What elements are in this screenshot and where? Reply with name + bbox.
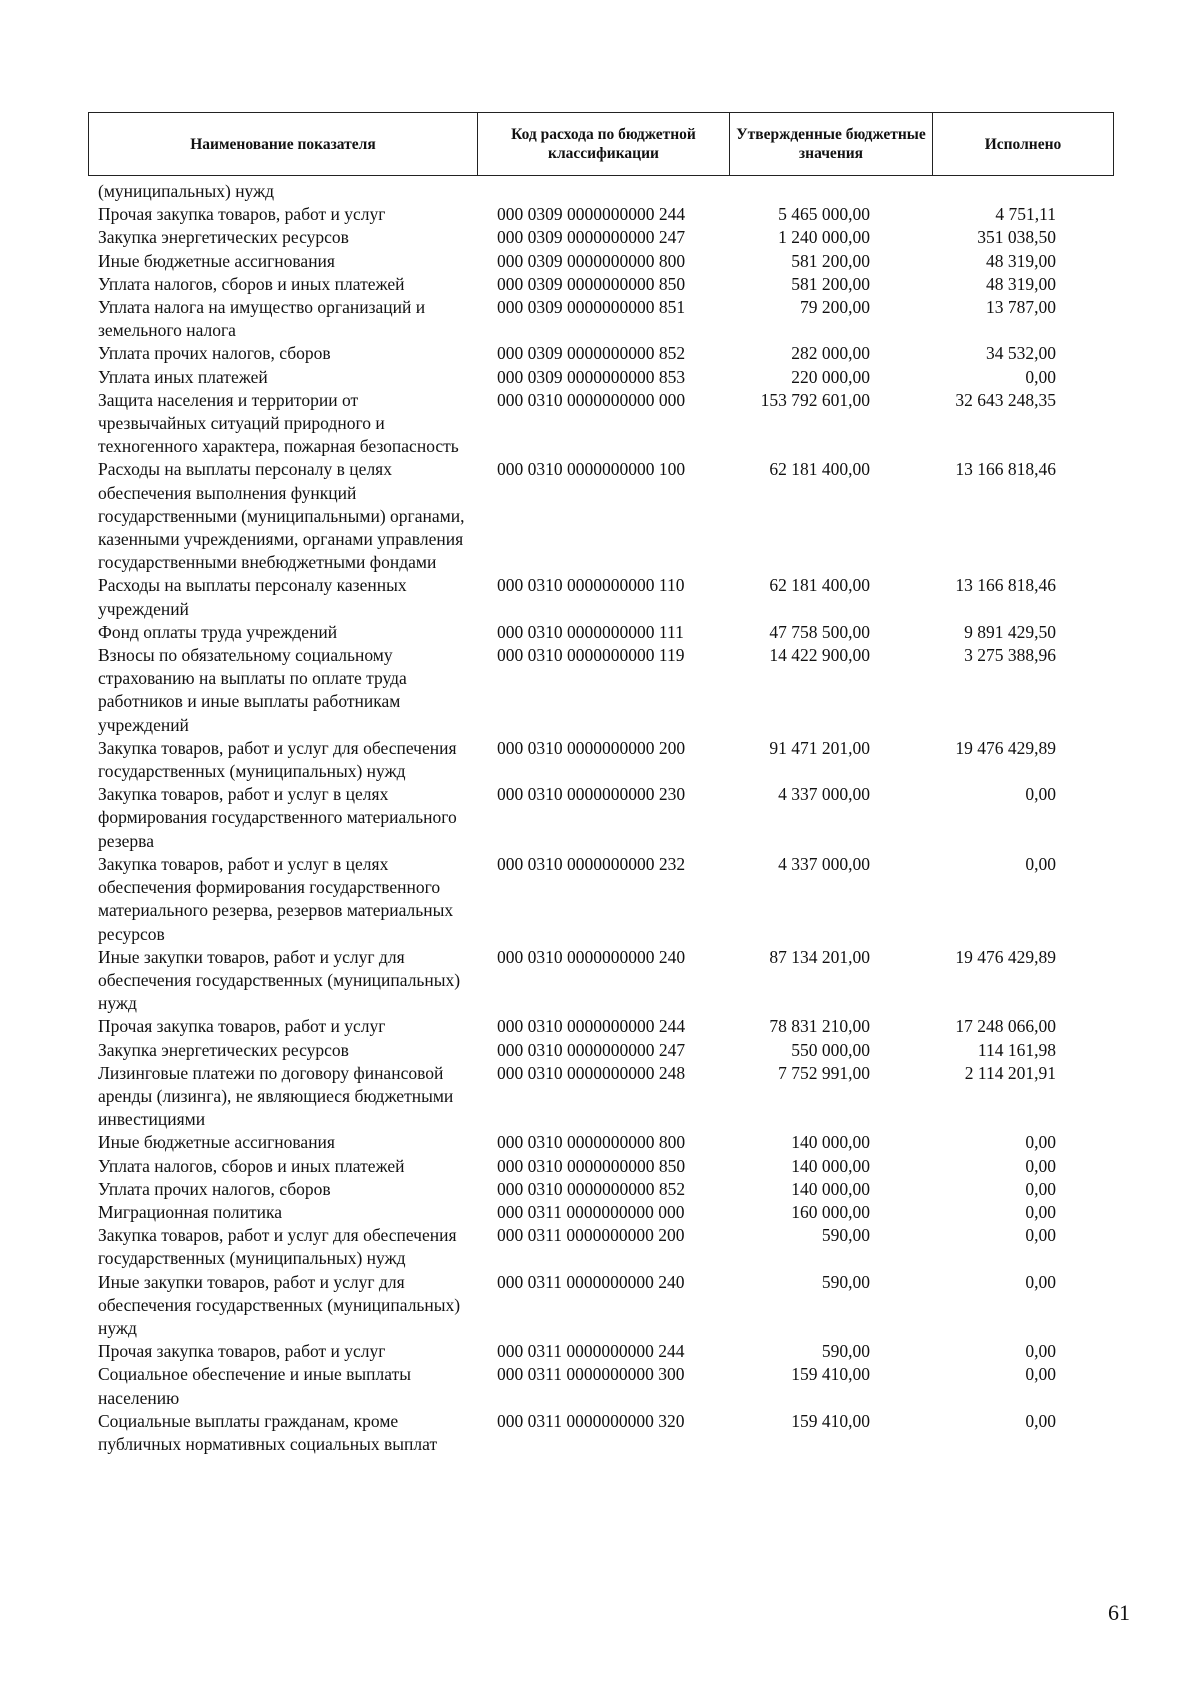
table-row: [98, 644, 1118, 737]
row-executed-cell: 48 319,00: [986, 250, 1056, 271]
row-approved-cell: 7 752 991,00: [778, 1062, 870, 1083]
table-row: [98, 180, 1118, 203]
row-executed-cell: 114 161,98: [977, 1039, 1056, 1060]
row-approved-cell: 220 000,00: [791, 366, 870, 387]
row-approved-cell: 153 792 601,00: [760, 389, 870, 410]
row-code-cell: 000 0309 0000000000 852: [497, 343, 686, 364]
row-executed-cell: 32 643 248,35: [955, 389, 1056, 410]
row-code-cell: 000 0311 0000000000 244: [497, 1341, 685, 1362]
row-executed-cell: 13 787,00: [986, 297, 1056, 318]
row-name-cell: Социальное обеспечение и иные выплаты населению: [98, 1364, 412, 1408]
row-approved-cell: 550 000,00: [791, 1039, 870, 1060]
row-approved-cell: 4 337 000,00: [778, 784, 870, 805]
header-approved-cell: Утвержденные бюджетные значения: [730, 113, 933, 175]
table-row: [98, 273, 1118, 296]
row-executed-cell: 0,00: [1025, 1341, 1056, 1362]
row-executed-cell: 0,00: [1025, 1410, 1056, 1431]
row-executed-cell: 0,00: [1025, 1364, 1056, 1385]
table-body: [98, 180, 1118, 1456]
row-executed-cell: 0,00: [1025, 1155, 1056, 1176]
row-name-cell: Иные бюджетные ассигнования: [98, 1132, 335, 1153]
row-code-cell: 000 0309 0000000000 247: [497, 227, 686, 248]
row-name-cell: Закупка товаров, работ и услуг в целях формирования государственного материального резерва: [98, 784, 457, 851]
row-name-cell: Иные закупки товаров, работ и услуг для обеспечения государственных (муниципальных) нужд: [98, 946, 461, 1014]
row-name-cell: Взносы по обязательному социальному страхованию на выплаты по оплате труда работников и иные выплаты работникам учреждений: [98, 645, 407, 735]
header-executed-cell: Исполнено: [984, 135, 1062, 153]
row-executed-cell: 0,00: [1025, 1132, 1056, 1153]
row-name-cell: Прочая закупка товаров, работ и услуг: [98, 1341, 386, 1362]
table-row: [98, 1224, 1118, 1270]
row-executed-cell: 17 248 066,00: [955, 1016, 1056, 1037]
row-approved-cell: 590,00: [821, 1271, 870, 1292]
row-executed-cell: 0,00: [1025, 853, 1056, 874]
row-approved-cell: 581 200,00: [791, 250, 870, 271]
table-row: [98, 296, 1118, 342]
row-approved-cell: 1 240 000,00: [778, 227, 870, 248]
table-row: [98, 458, 1118, 574]
row-approved-cell: 160 000,00: [791, 1201, 870, 1222]
row-approved-cell: 91 471 201,00: [769, 737, 870, 758]
row-code-cell: 000 0310 0000000000 119: [497, 645, 685, 666]
row-code-cell: 000 0310 0000000000 200: [497, 737, 686, 758]
row-executed-cell: 0,00: [1025, 1271, 1056, 1292]
table-row: [98, 203, 1118, 226]
row-name-cell: Прочая закупка товаров, работ и услуг: [98, 1016, 386, 1037]
row-approved-cell: 140 000,00: [791, 1178, 870, 1199]
table-row: [98, 737, 1118, 783]
table-row: [98, 1410, 1118, 1456]
table-row: [98, 1131, 1118, 1154]
row-name-cell: Закупка товаров, работ и услуг для обеспечения государственных (муниципальных) нужд: [98, 737, 457, 782]
row-executed-cell: 3 275 388,96: [964, 645, 1056, 666]
row-code-cell: 000 0309 0000000000 800: [497, 250, 686, 271]
row-name-cell: Иные бюджетные ассигнования: [98, 250, 335, 271]
header-name-cell: Наименование показателя: [89, 113, 478, 175]
row-name-cell: Расходы на выплаты персоналу казенных учреждений: [98, 575, 407, 619]
table-row: [98, 1178, 1118, 1201]
row-approved-cell: 140 000,00: [791, 1155, 870, 1176]
row-name-cell: Уплата иных платежей: [98, 366, 268, 387]
row-approved-cell: 79 200,00: [800, 297, 870, 318]
table-row: [98, 226, 1118, 249]
table-row: [98, 574, 1118, 620]
row-code-cell: 000 0309 0000000000 850: [497, 273, 686, 294]
row-code-cell: 000 0311 0000000000 000: [497, 1201, 685, 1222]
row-approved-cell: 47 758 500,00: [769, 621, 870, 642]
row-executed-cell: 9 891 429,50: [964, 621, 1056, 642]
row-approved-cell: 590,00: [821, 1341, 870, 1362]
table-row: [98, 1015, 1118, 1038]
row-code-cell: 000 0309 0000000000 244: [497, 204, 686, 225]
row-executed-cell: 34 532,00: [986, 343, 1056, 364]
row-code-cell: 000 0310 0000000000 110: [497, 575, 685, 596]
table-row: [98, 783, 1118, 853]
row-name-cell: Закупка товаров, работ и услуг в целях обеспечения формирования государственного материального резерва, резервов материальных ресурсов: [98, 853, 454, 944]
row-name-cell: Уплата налога на имущество организаций и земельного налога: [98, 297, 426, 341]
row-approved-cell: 590,00: [821, 1225, 870, 1246]
row-name-cell: Закупка энергетических ресурсов: [98, 1039, 349, 1060]
row-code-cell: 000 0310 0000000000 240: [497, 946, 686, 967]
row-executed-cell: [870, 180, 1056, 203]
row-name-cell: Уплата налогов, сборов и иных платежей: [98, 273, 405, 294]
table-row: [98, 1201, 1118, 1224]
row-executed-cell: 48 319,00: [986, 273, 1056, 294]
table-row: [98, 1062, 1118, 1132]
row-approved-cell: 62 181 400,00: [769, 575, 870, 596]
table-row: [98, 1363, 1118, 1409]
table-row: [98, 250, 1118, 273]
row-approved-cell: 159 410,00: [791, 1364, 870, 1385]
table-row: [98, 1340, 1118, 1363]
row-name-cell: Лизинговые платежи по договору финансовой аренды (лизинга), не являющиеся бюджетными инвестициями: [98, 1062, 454, 1130]
table-row: [98, 342, 1118, 365]
row-executed-cell: 0,00: [1025, 1178, 1056, 1199]
row-executed-cell: 13 166 818,46: [955, 459, 1056, 480]
row-code-cell: 000 0310 0000000000 247: [497, 1039, 686, 1060]
row-name-cell: (муниципальных) нужд: [98, 181, 275, 201]
row-name-cell: Уплата прочих налогов, сборов: [98, 1178, 331, 1199]
row-approved-cell: 87 134 201,00: [769, 946, 870, 967]
row-name-cell: Закупка энергетических ресурсов: [98, 227, 349, 248]
row-name-cell: Прочая закупка товаров, работ и услуг: [98, 204, 386, 225]
row-code-cell: 000 0310 0000000000 244: [497, 1016, 686, 1037]
row-code-cell: 000 0310 0000000000 100: [497, 459, 686, 480]
row-code-cell: 000 0309 0000000000 851: [497, 297, 686, 318]
row-approved-cell: 140 000,00: [791, 1132, 870, 1153]
row-approved-cell: [722, 180, 870, 203]
row-code-cell: 000 0311 0000000000 320: [497, 1410, 685, 1431]
row-name-cell: Защита населения и территории от чрезвычайных ситуаций природного и техногенного характера, пожарная безопасность: [98, 389, 459, 457]
row-approved-cell: 14 422 900,00: [769, 645, 870, 666]
row-executed-cell: 0,00: [1025, 784, 1056, 805]
row-approved-cell: 4 337 000,00: [778, 853, 870, 874]
row-executed-cell: 19 476 429,89: [955, 946, 1056, 967]
table-row: [98, 1039, 1118, 1062]
row-code-cell: 000 0310 0000000000 232: [497, 853, 686, 874]
row-name-cell: Закупка товаров, работ и услуг для обеспечения государственных (муниципальных) нужд: [98, 1225, 457, 1269]
header-code-cell: Код расхода по бюджетной классификации: [478, 113, 730, 175]
row-code-cell: 000 0310 0000000000 800: [497, 1132, 686, 1153]
table-row: [98, 853, 1118, 946]
row-code-cell: 000 0310 0000000000 230: [497, 784, 686, 805]
row-executed-cell: 351 038,50: [977, 227, 1056, 248]
page-number: 61: [1108, 1600, 1130, 1625]
row-executed-cell: 0,00: [1025, 1225, 1056, 1246]
row-executed-cell: 0,00: [1025, 366, 1056, 387]
row-code-cell: 000 0311 0000000000 300: [497, 1364, 685, 1385]
row-code-cell: 000 0311 0000000000 240: [497, 1271, 685, 1292]
row-code-cell: 000 0310 0000000000 850: [497, 1155, 686, 1176]
table-row: [98, 621, 1118, 644]
table-row: [98, 946, 1118, 1016]
row-executed-cell: 0,00: [1025, 1201, 1056, 1222]
table-row: [98, 1271, 1118, 1341]
row-approved-cell: 159 410,00: [791, 1410, 870, 1431]
row-executed-cell: 4 751,11: [995, 204, 1056, 225]
row-executed-cell: 19 476 429,89: [955, 737, 1056, 758]
row-name-cell: Расходы на выплаты персоналу в целях обеспечения выполнения функций государственными (муниципальными) органами, казенными учреждениями, органами управления государственными внебюджетными фондами: [98, 459, 465, 573]
table-row: [98, 389, 1118, 459]
row-name-cell: Социальные выплаты гражданам, кроме публичных нормативных социальных выплат: [98, 1410, 438, 1454]
row-approved-cell: 62 181 400,00: [769, 459, 870, 480]
table-row: [98, 366, 1118, 389]
row-executed-cell: 2 114 201,91: [964, 1062, 1056, 1083]
row-code-cell: 000 0310 0000000000 111: [497, 621, 684, 642]
row-approved-cell: 5 465 000,00: [778, 204, 870, 225]
row-name-cell: Иные закупки товаров, работ и услуг для обеспечения государственных (муниципальных) нужд: [98, 1271, 461, 1338]
row-name-cell: Уплата налогов, сборов и иных платежей: [98, 1155, 405, 1176]
row-code-cell: 000 0311 0000000000 200: [497, 1225, 685, 1246]
row-code-cell: 000 0310 0000000000 000: [497, 389, 686, 410]
row-name-cell: Миграционная политика: [98, 1201, 283, 1222]
table-row: [98, 1155, 1118, 1178]
table-header: [88, 112, 1114, 176]
row-code-cell: 000 0309 0000000000 853: [497, 366, 686, 387]
row-name-cell: Уплата прочих налогов, сборов: [98, 343, 331, 364]
row-name-cell: Фонд оплаты труда учреждений: [98, 621, 338, 642]
row-code-cell: [497, 180, 722, 203]
row-code-cell: 000 0310 0000000000 248: [497, 1062, 686, 1083]
row-executed-cell: 13 166 818,46: [955, 575, 1056, 596]
row-approved-cell: 581 200,00: [791, 273, 870, 294]
row-approved-cell: 282 000,00: [791, 343, 870, 364]
row-approved-cell: 78 831 210,00: [769, 1016, 870, 1037]
row-code-cell: 000 0310 0000000000 852: [497, 1178, 686, 1199]
